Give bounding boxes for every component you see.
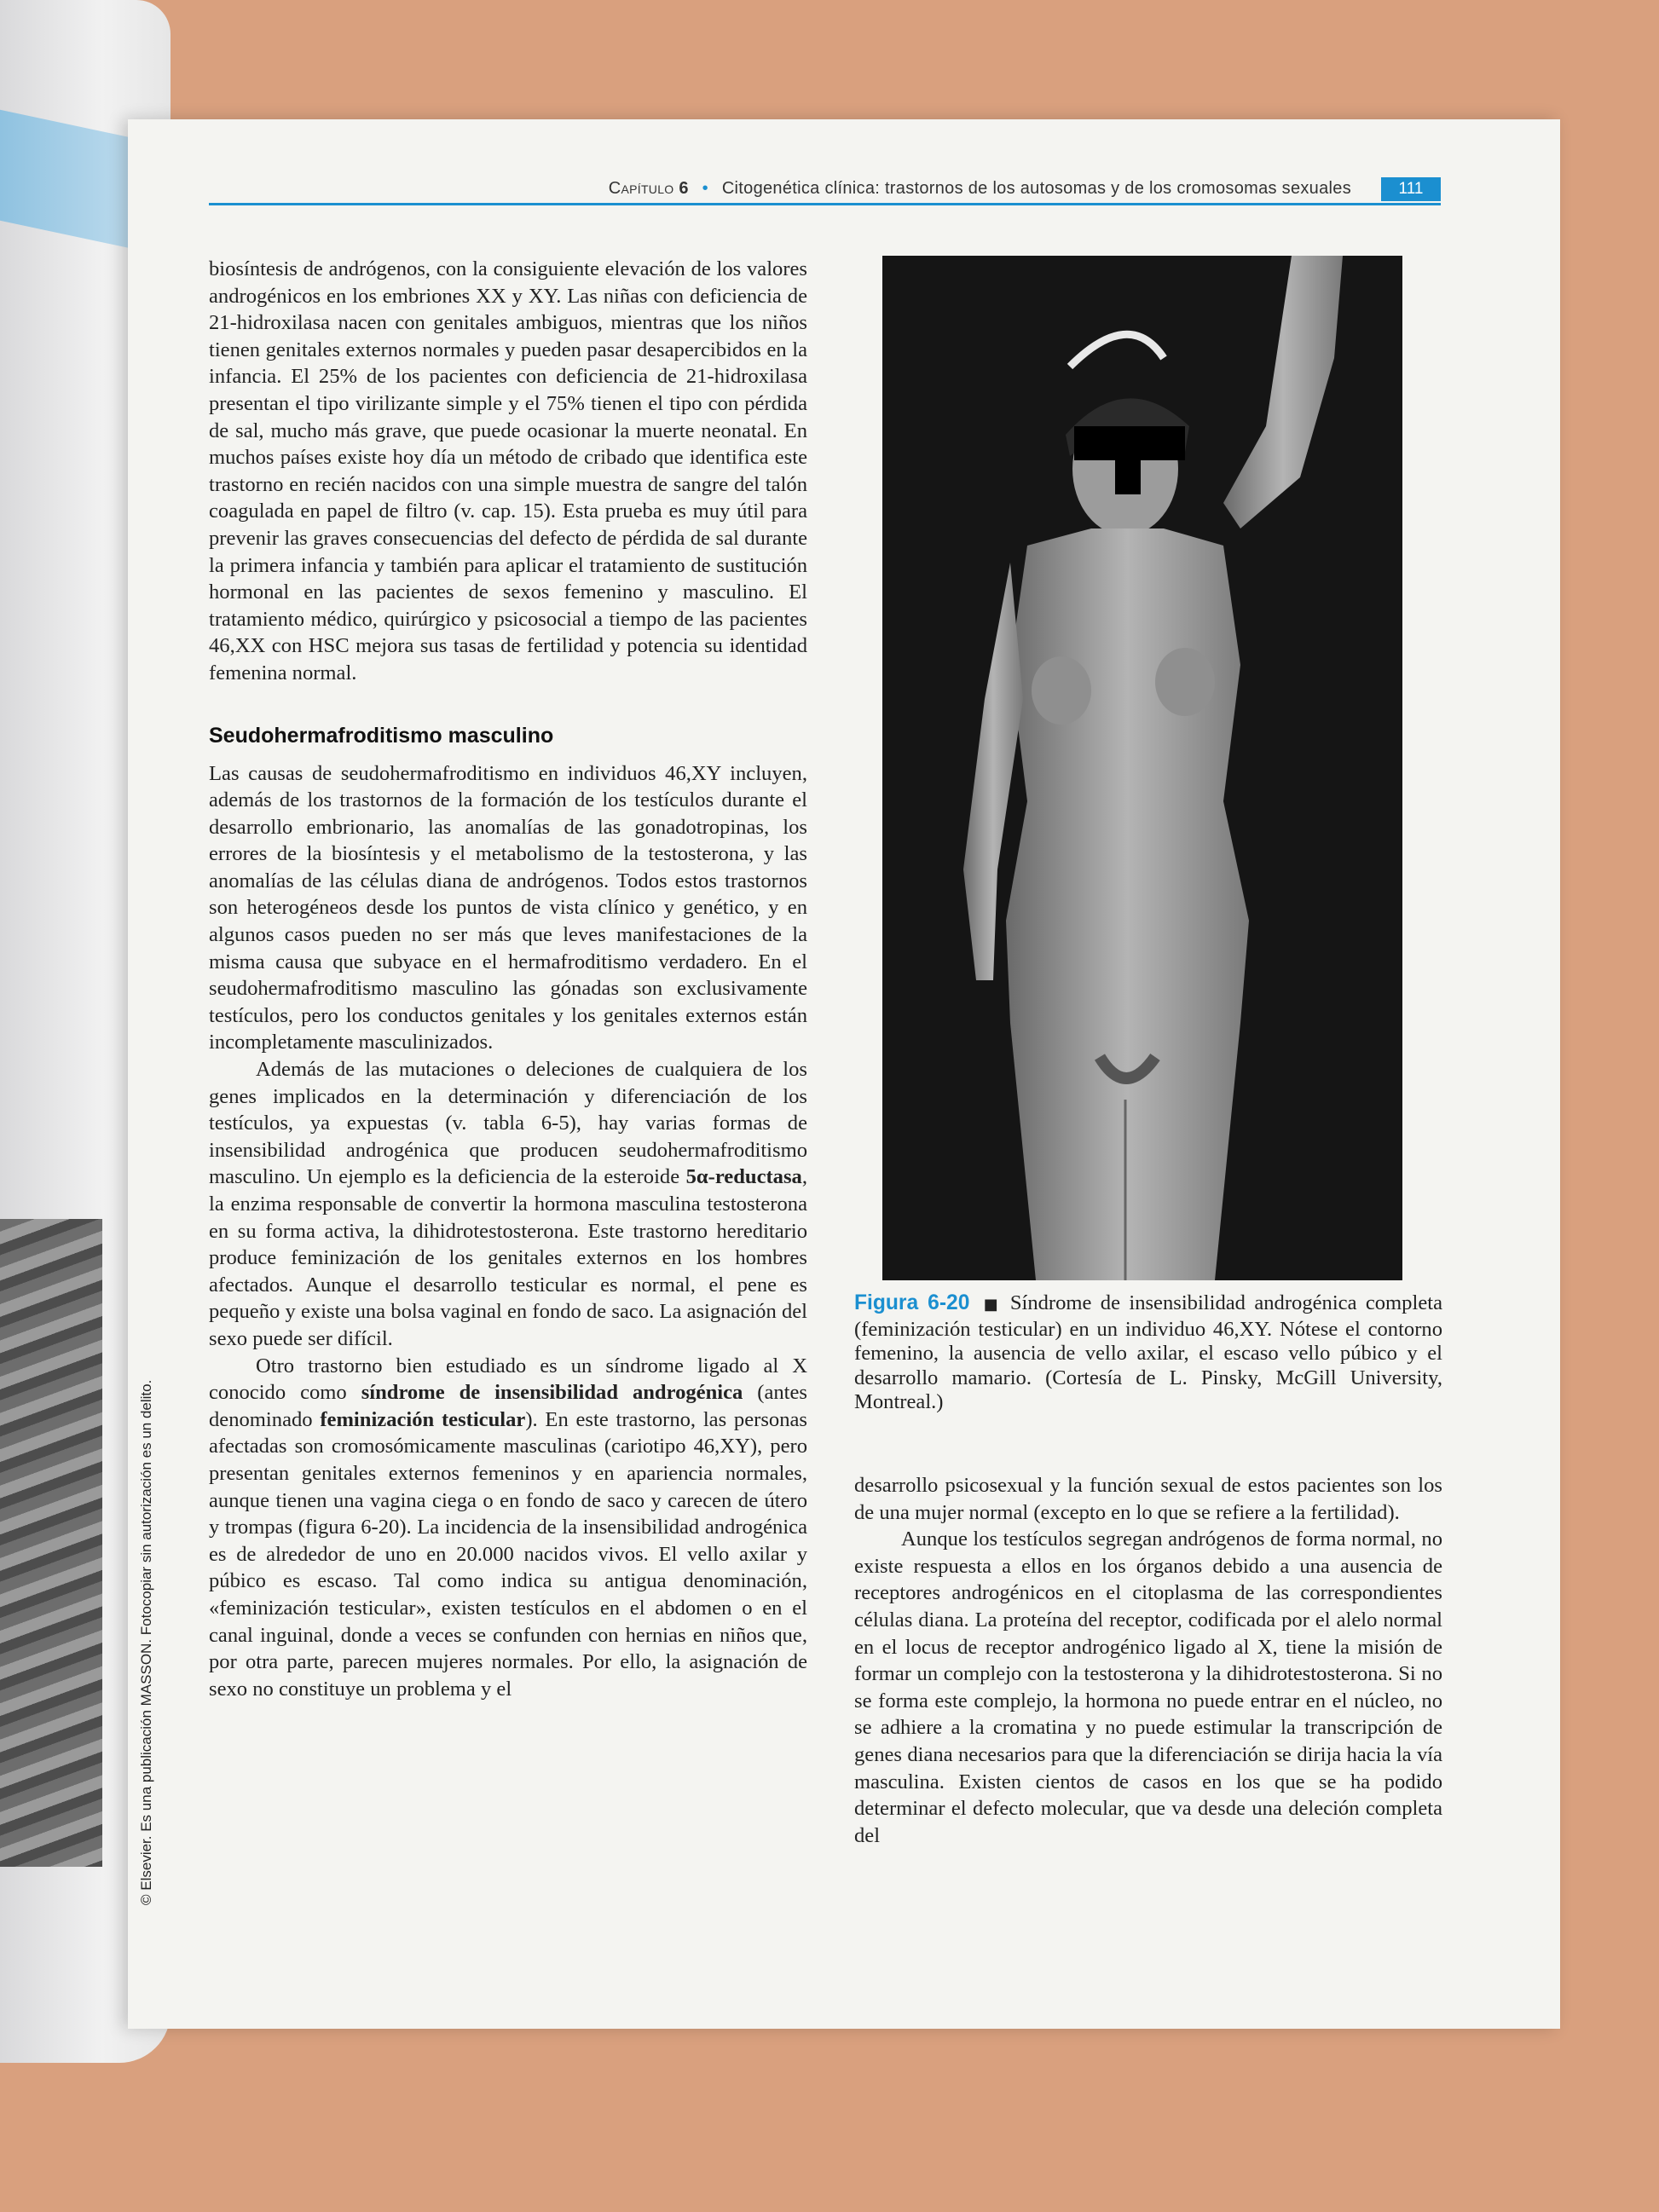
bullet-icon: • [702,179,708,198]
facing-page-photo [0,1219,102,1867]
chapter-number: 6 [679,179,689,198]
paragraph-3 [209,1056,807,1353]
paragraph-4-text-c: ). En este trastorno, las personas afectadas son cromosómicamente masculinas (cariotipo 46,XY), pero presentan genitales externos femeninos y en apariencia normales, aunque tienen una vagina ciega o en fondo de saco y carecen de útero y trompas (figura 6-20). La incidencia de la insensibilidad androgénica es de alrededor de uno en 20.000 nacidos vivos. El vello axilar y púbico es escaso. Tal como indica su antigua denominación, «feminización testicular», existen testículos en el abdomen o en el canal inguinal, donde a veces se confunden con hernias en niños que, por otra parte, parecen mujeres normales. Por ello, la asignación de sexo no constituye un problema y el [209,1407,807,1701]
section-heading: Seudohermafroditismo masculino [209,723,554,748]
book-page [128,119,1560,2029]
header-text [609,179,1351,199]
paragraph-4 [209,1353,807,1703]
copyright-notice: © Elsevier. Es una publicación MASSON. Fotocopiar sin autorización es un delito. [138,1379,154,1905]
paragraph-2: Las causas de seudohermafroditismo en individuos 46,XY incluyen, además de los trastornos de la formación de los testículos durante el desarrollo embrionario, las anomalías de las gonadotropinas, los errores de la biosíntesis y el metabolismo de la testosterona, y las anomalías de las células diana de andrógenos. Todos estos trastornos son heterogéneos desde los puntos de vista clínico y genético, y en algunos casos pueden no ser más que leves manifestaciones de la misma causa que subyace en el hermafroditismo verdadero. En el seudohermafroditismo masculino las gónadas son exclusivamente testículos, pero los conductos genitales y los genitales externos están incompletamente masculinizados. [209,761,807,1054]
paragraph-3-text-b: , la enzima responsable de convertir la hormona masculina testosterona en su forma activa, la dihidrotestosterona. Este trastorno hereditario produce feminización de los genitales externos en los hombres afectados. Aunque el desarrollo testicular es normal, el pene es pequeño y existe una bolsa vaginal en fondo de saco. La asignación del sexo puede ser difícil. [209,1165,807,1350]
paragraph-4-text-a: Otro trastorno bien estudiado es un síndrome ligado al X conocido como [209,1354,807,1405]
chapter-label: Capítulo [608,179,674,198]
right-column [854,1472,1442,1849]
paragraph-3-text-a: Además de las mutaciones o deleciones de cualquiera de los genes implicados en la determinación y diferenciación de los testículos, ya expuestas (v. tabla 6-5), hay varias formas de insensibilidad androgénica que producen seudohermafroditismo masculino. Un ejemplo es la deficiencia de la esteroide [209,1058,807,1189]
square-bullet-icon: ■ [980,1296,1002,1314]
chapter-title: Citogenética clínica: trastornos de los autosomas y de los cromosomas sexuales [721,179,1351,198]
left-column [209,256,807,1702]
right-paragraph-2: Aunque los testículos segregan andrógenos de forma normal, no existe respuesta a ellos en los órganos debido a una ausencia de receptores androgénicos en el citoplasma de las correspondientes células diana. La proteína del receptor, codificada por el alelo normal en el locus de receptor androgénico ligado al X, tiene la misión de formar un complejo con la testosterona y la dihidrotestosterona. Si no se forma este complejo, la hormona no puede entrar en el núcleo, no se adhiere a la cromatina y no puede estimular la transcripción de genes diana necesarios para que la diferenciación se dirija hacia la vía masculina. Existen cientos de casos en los que se ha podido determinar el defecto molecular, que va desde una deleción completa del [854,1528,1442,1847]
paragraph-1: biosíntesis de andrógenos, con la consiguiente elevación de los valores androgénicos en los embriones XX y XY. Las niñas con deficiencia de 21-hidroxilasa nacen con genitales ambiguos, mientras que los niños tienen genitales externos normales y pueden pasar desapercibidos en la infancia. El 25% de los pacientes con deficiencia de 21-hidroxilasa presentan el tipo virilizante simple y el 75% tienen el tipo con pérdida de sal, mucho más grave, que puede ocasionar la muerte neonatal. En muchos países existe hoy día un método de cribado que identifica este trastorno en recién nacidos con una simple muestra de sangre del talón coagulada en papel de filtro (v. cap. 15). Esta prueba es muy útil para prevenir las graves consecuencias del defecto de pérdida de sal durante la primera infancia y también para aplicar el tratamiento de sustitución hormonal en las pacientes de sexos femenino y masculino. El tratamiento médico, quirúrgico y psicosocial a tiempo de las pacientes 46,XX con HSC mejora sus tasas de fertilidad y potencia su identidad femenina normal. [209,257,807,684]
paragraph-4-term-2: feminización testicular [320,1407,526,1431]
figure-caption [854,1291,1442,1415]
paragraph-3-term: 5α-reductasa [685,1165,802,1189]
page-number: 111 [1381,177,1441,201]
right-paragraph-1: desarrollo psicosexual y la función sexual de estos pacientes son los de una mujer normal (excepto en lo que se refiere a la fertilidad). [854,1474,1442,1524]
paragraph-4-term-1: síndrome de insensibilidad androgénica [361,1381,743,1405]
figure-photo [882,256,1402,1280]
paragraph-4-text-b: (antes denominado [209,1381,807,1431]
figure-illustration [882,256,1402,1280]
running-header [209,179,1441,205]
figure-caption-text: Síndrome de insensibilidad androgénica completa (feminización testicular) en un individuo 46,XY. Nótese el contorno femenino, la ausencia de vello axilar, el escaso vello púbico y el desarrollo mamario. (Cortesía de L. Pinsky, McGill University, Montreal.) [854,1291,1442,1413]
figure-label: Figura 6-20 [854,1291,970,1314]
